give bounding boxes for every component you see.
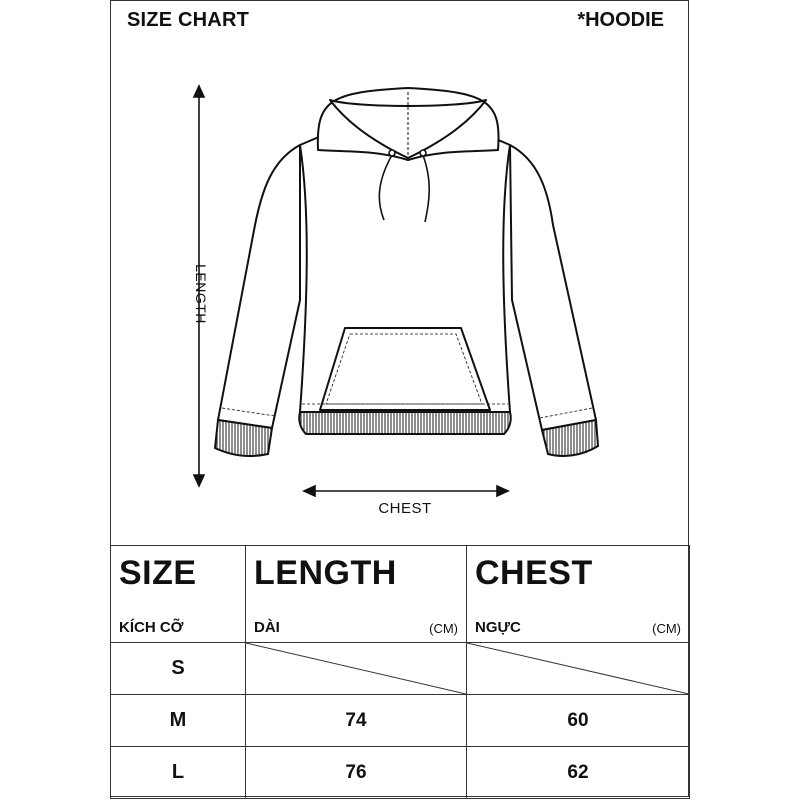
length-value-cell: 76 — [246, 747, 467, 799]
length-label: LENGTH — [193, 264, 209, 324]
chest-arrow — [304, 486, 508, 496]
chest-label: CHEST — [378, 500, 432, 517]
product-type-label: *HOODIE — [577, 9, 664, 31]
empty-length-cell — [246, 643, 467, 695]
column-subtitle-chest: NGỰC — [475, 619, 521, 636]
right-sleeve — [510, 145, 596, 430]
header-cell-size — [111, 546, 246, 643]
table-row — [111, 643, 690, 695]
table-header-row — [111, 546, 690, 643]
table-row — [111, 747, 690, 799]
size-table — [110, 545, 690, 799]
size-cell: L — [111, 747, 246, 799]
table-row — [111, 695, 690, 747]
chest-value-cell: 60 — [467, 695, 690, 747]
empty-cell-slash — [467, 643, 689, 694]
column-subtitle-size: KÍCH CỠ — [119, 619, 184, 636]
size-cell: M — [111, 695, 246, 747]
column-title-length: LENGTH — [254, 554, 397, 592]
empty-chest-cell — [467, 643, 690, 695]
kangaroo-pocket — [320, 328, 490, 410]
column-unit-length: (CM) — [429, 621, 458, 636]
size-chart-title: SIZE CHART — [127, 9, 249, 31]
chest-value-cell: 62 — [467, 747, 690, 799]
header-cell-chest — [467, 546, 690, 643]
column-title-size: SIZE — [119, 554, 197, 592]
column-unit-chest: (CM) — [652, 621, 681, 636]
column-subtitle-length: DÀI — [254, 619, 280, 636]
size-cell: S — [111, 643, 246, 695]
left-sleeve — [218, 145, 300, 428]
column-title-chest: CHEST — [475, 554, 593, 592]
empty-cell-slash — [246, 643, 466, 694]
waist-rib — [299, 412, 511, 434]
header-cell-length — [246, 546, 467, 643]
length-value-cell: 74 — [246, 695, 467, 747]
